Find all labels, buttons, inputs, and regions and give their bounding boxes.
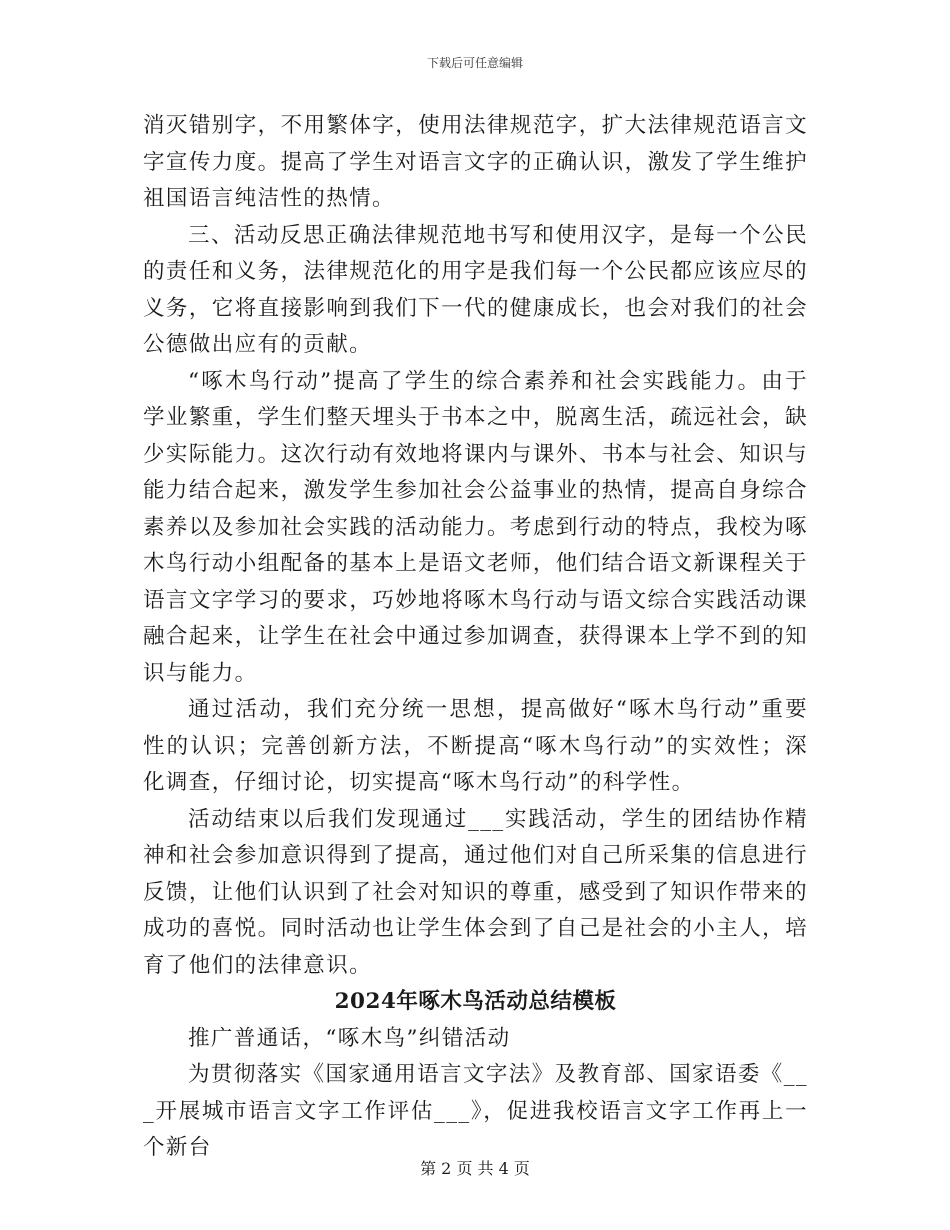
paragraph-3: “啄木鸟行动”提高了学生的综合素养和社会实践能力。由于学业繁重，学生们整天埋头于书本之中，脱离生活，疏远社会，缺少实际能力。这次行动有效地将课内与课外、书本与社会、知识与能力结合起来，激发学生参加社会公益事业的热情，提高自身综合素养以及参加社会实践的活动能力。考虑到行动的特点，我校为啄木鸟行动小组配备的基本上是语文老师，他们结合语文新课程关于语言文字学习的要求，巧妙地将啄木鸟行动与语文综合实践活动课融合起来，让学生在社会中通过参加调查，获得课本上学不到的知识与能力。: [143, 368, 808, 686]
paragraph-6: 推广普通话，“啄木鸟”纠错活动: [188, 1025, 511, 1051]
page-header-note: 下载后可任意编辑: [426, 56, 523, 70]
paragraph-5: 活动结束以后我们发现通过___实践活动，学生的团结协作精神和社会参加意识得到了提高，通过他们对自己所采集的信息进行反馈，让他们认识到了社会对知识的尊重，感受到了知识作带来的成功的喜悦。同时活动也让学生体会到了自己是社会的小主人，培育了他们的法律意识。: [143, 806, 808, 978]
paragraph-7: 为贯彻落实《国家通用语言文字法》及教育部、国家语委《___开展城市语言文字工作评估___》，促进我校语言文字工作再上一个新台: [143, 1062, 808, 1160]
section-title: 2024年啄木鸟活动总结模板: [334, 989, 617, 1014]
paragraph-2: 三、活动反思正确法律规范地书写和使用汉字，是每一个公民的责任和义务，法律规范化的用字是我们每一个公民都应该应尽的义务，它将直接影响到我们下一代的健康成长，也会对我们的社会公德做出应有的贡献。: [143, 222, 808, 357]
paragraph-1: 消灭错别字，不用繁体字，使用法律规范字，扩大法律规范语言文字宣传力度。提高了学生对语言文字的正确认识，激发了学生维护祖国语言纯洁性的热情。: [143, 113, 808, 211]
document-body: [143, 108, 808, 1167]
paragraph-4: 通过活动，我们充分统一思想，提高做好“啄木鸟行动”重要性的认识；完善创新方法，不断提高“啄木鸟行动”的实效性；深化调查，仔细讨论，切实提高“啄木鸟行动”的科学性。: [143, 697, 808, 795]
page-number: 第 2 页 共 4 页: [420, 1159, 530, 1178]
